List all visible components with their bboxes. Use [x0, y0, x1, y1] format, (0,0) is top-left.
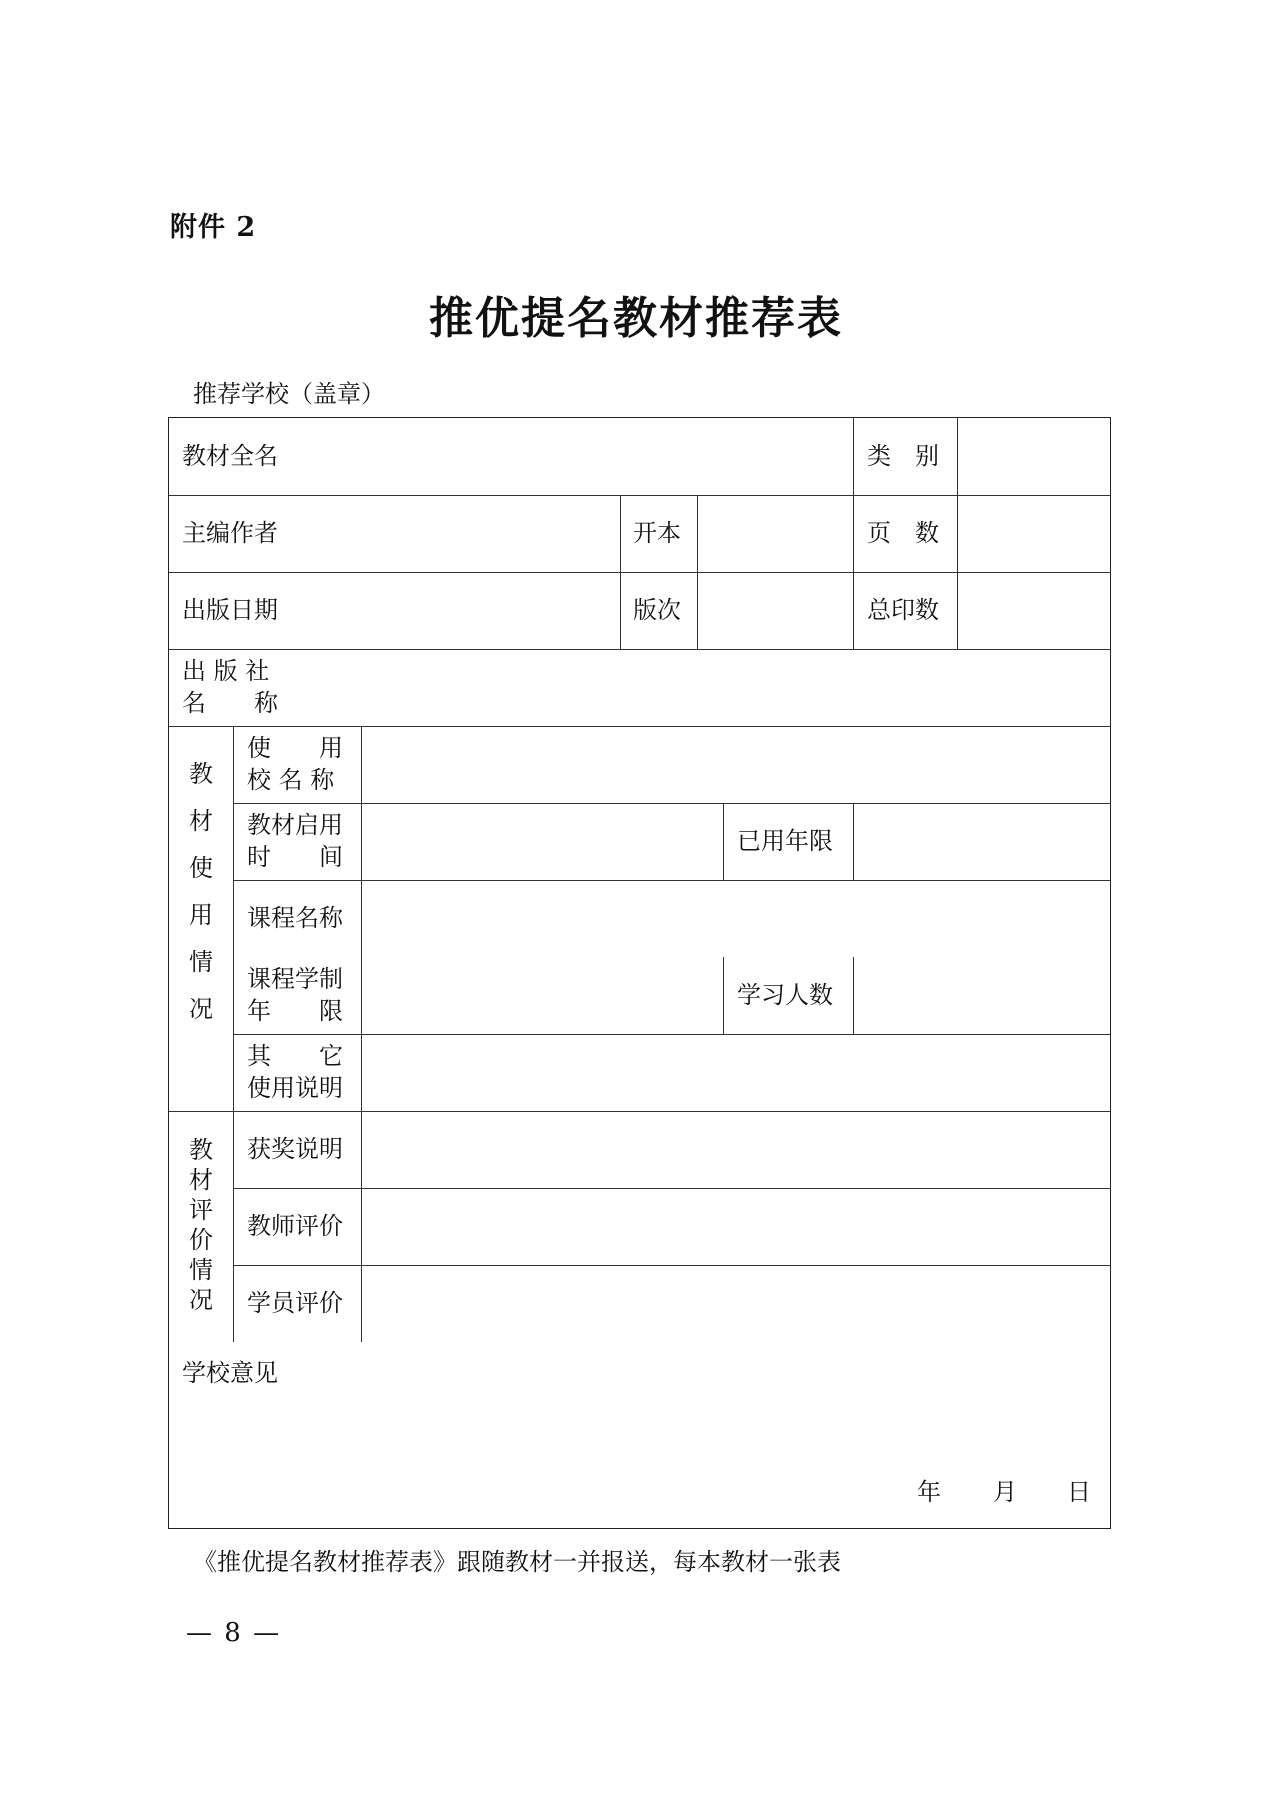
edition-label: 版次 [633, 595, 681, 624]
row-divider [233, 880, 1110, 881]
year-label: 年 [917, 1478, 941, 1507]
course-name-label: 课程名称 [247, 903, 343, 932]
category-label: 类 别 [867, 441, 939, 470]
row-divider [233, 1265, 1110, 1266]
page-title: 推优提名教材推荐表 [429, 293, 843, 344]
learner-count-label: 学习人数 [737, 980, 833, 1009]
using-school-label: 使 用 校 名 称 [247, 734, 343, 794]
row-divider [233, 1188, 1110, 1189]
textbook-name-label: 教材全名 [182, 441, 278, 470]
col-divider [620, 495, 621, 649]
row-divider [169, 649, 1110, 650]
col-divider [853, 418, 854, 649]
row-divider [233, 803, 1110, 804]
month-label: 月 [993, 1478, 1017, 1507]
years-used-label: 已用年限 [737, 826, 833, 855]
row-divider [233, 1034, 1110, 1035]
col-divider [233, 726, 234, 1342]
student-evaluation-label: 学员评价 [247, 1288, 343, 1317]
start-time-label: 教材启用 时 间 [247, 811, 343, 871]
school-opinion-label: 学校意见 [182, 1359, 278, 1388]
recommending-school-label: 推荐学校（盖章） [193, 380, 385, 408]
col-divider [853, 957, 854, 1034]
footnote: 《推优提名教材推荐表》跟随教材一并报送，每本教材一张表 [193, 1548, 841, 1576]
recommendation-form-table [168, 417, 1111, 1529]
col-divider [723, 957, 724, 1034]
awards-label: 获奖说明 [247, 1134, 343, 1163]
col-divider [723, 803, 724, 880]
col-divider [361, 726, 362, 1342]
col-divider [957, 418, 958, 649]
page-number: — 8 — [186, 1618, 282, 1648]
evaluation-section-label: 教 材 评 价 情 况 [189, 1136, 213, 1314]
course-duration-label: 课程学制 年 限 [247, 965, 343, 1025]
col-divider [853, 803, 854, 880]
publisher-name-label: 出 版 社 名 称 [182, 657, 278, 717]
attachment-label: 附件 2 [170, 212, 257, 243]
col-divider [697, 495, 698, 649]
page-count-label: 页 数 [867, 518, 939, 547]
usage-section-label: 教 材 使 用 情 况 [189, 760, 213, 1023]
teacher-evaluation-label: 教师评价 [247, 1211, 343, 1240]
total-prints-label: 总印数 [867, 595, 939, 624]
chief-editor-label: 主编作者 [182, 518, 278, 547]
publish-date-label: 出版日期 [182, 595, 278, 624]
other-usage-label: 其 它 使用说明 [247, 1042, 343, 1102]
format-label: 开本 [633, 518, 681, 547]
day-label: 日 [1067, 1478, 1091, 1507]
